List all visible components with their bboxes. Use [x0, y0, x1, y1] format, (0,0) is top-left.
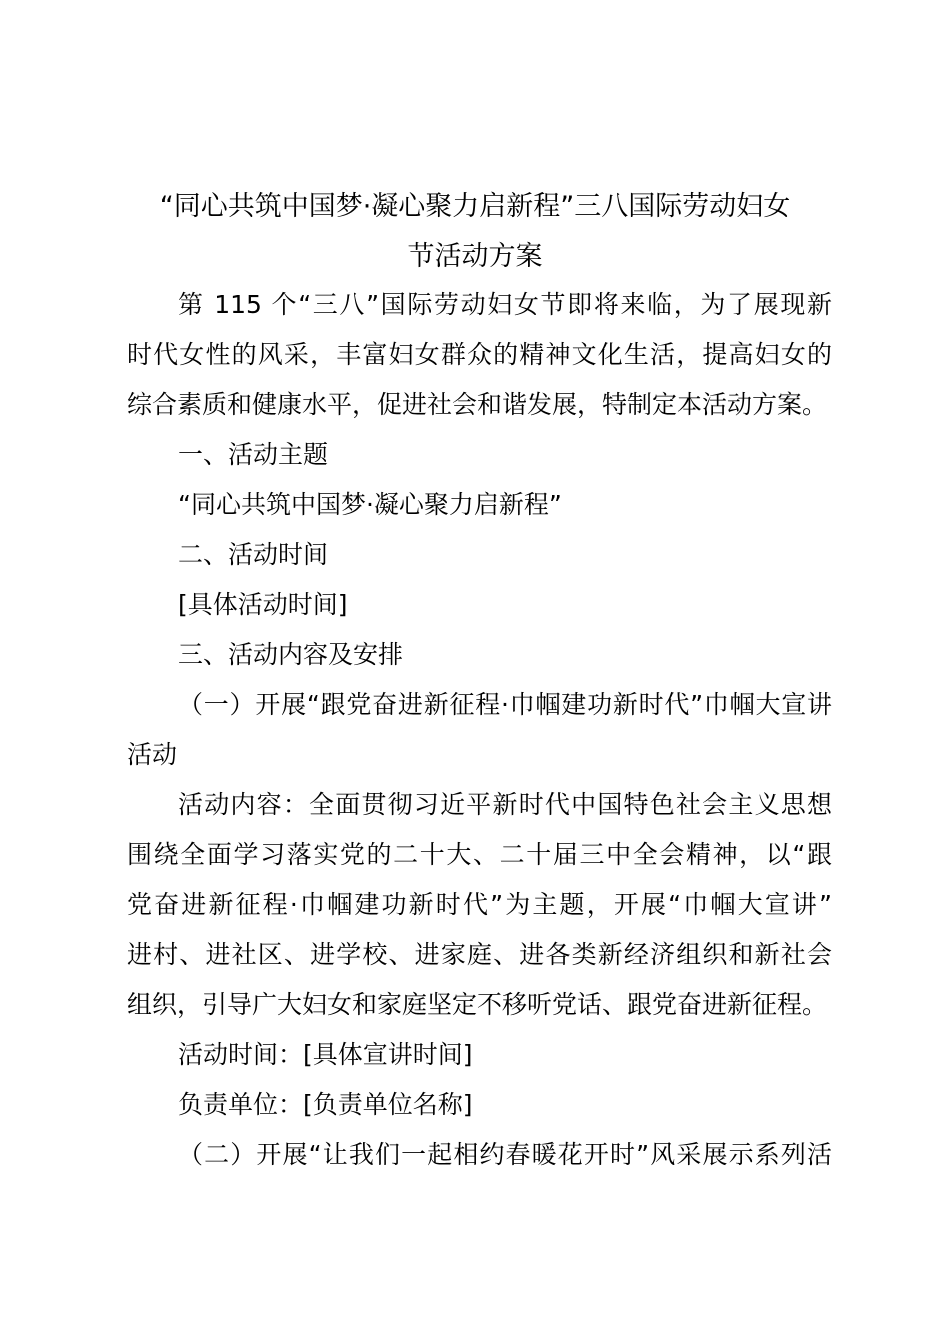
intro-paragraph-line-1: 第 115 个“三八”国际劳动妇女节即将来临，为了展现新	[178, 290, 832, 319]
document-title-line-2: 节活动方案	[407, 241, 543, 272]
document-title-line-1: “同心共筑中国梦·凝心聚力启新程”三八国际劳动妇女	[159, 191, 791, 222]
subsection-one-content-line-4: 进村、进社区、进学校、进家庭、进各类新经济组织和新社会	[127, 940, 832, 969]
section-heading-content: 三、活动内容及安排	[178, 640, 404, 669]
intro-paragraph-line-3: 综合素质和健康水平，促进社会和谐发展，特制定本活动方案。	[127, 390, 828, 419]
subsection-two-heading-line-1: （二）开展“让我们一起相约春暖花开时”风采展示系列活	[178, 1140, 832, 1169]
section-heading-time: 二、活动时间	[178, 540, 329, 569]
subsection-one-content-line-2: 围绕全面学习落实党的二十大、二十届三中全会精神，以“跟	[127, 840, 832, 869]
time-placeholder: [具体活动时间]	[178, 590, 348, 619]
subsection-one-heading-line-1: （一）开展“跟党奋进新征程·巾帼建功新时代”巾帼大宣讲	[178, 690, 832, 719]
theme-text: “同心共筑中国梦·凝心聚力启新程”	[178, 490, 562, 519]
subsection-one-heading-line-2: 活动	[127, 740, 178, 769]
intro-paragraph-line-2: 时代女性的风采，丰富妇女群众的精神文化生活，提高妇女的	[127, 340, 832, 369]
subsection-one-unit: 负责单位：[负责单位名称]	[178, 1090, 473, 1119]
subsection-one-content-line-3: 党奋进新征程·巾帼建功新时代”为主题，开展“巾帼大宣讲”	[127, 890, 832, 919]
section-heading-theme: 一、活动主题	[178, 440, 329, 469]
subsection-one-content-line-1: 活动内容：全面贯彻习近平新时代中国特色社会主义思想	[178, 790, 832, 819]
subsection-one-time: 活动时间：[具体宣讲时间]	[178, 1040, 473, 1069]
subsection-one-content-line-5: 组织，引导广大妇女和家庭坚定不移听党话、跟党奋进新征程。	[127, 990, 828, 1019]
